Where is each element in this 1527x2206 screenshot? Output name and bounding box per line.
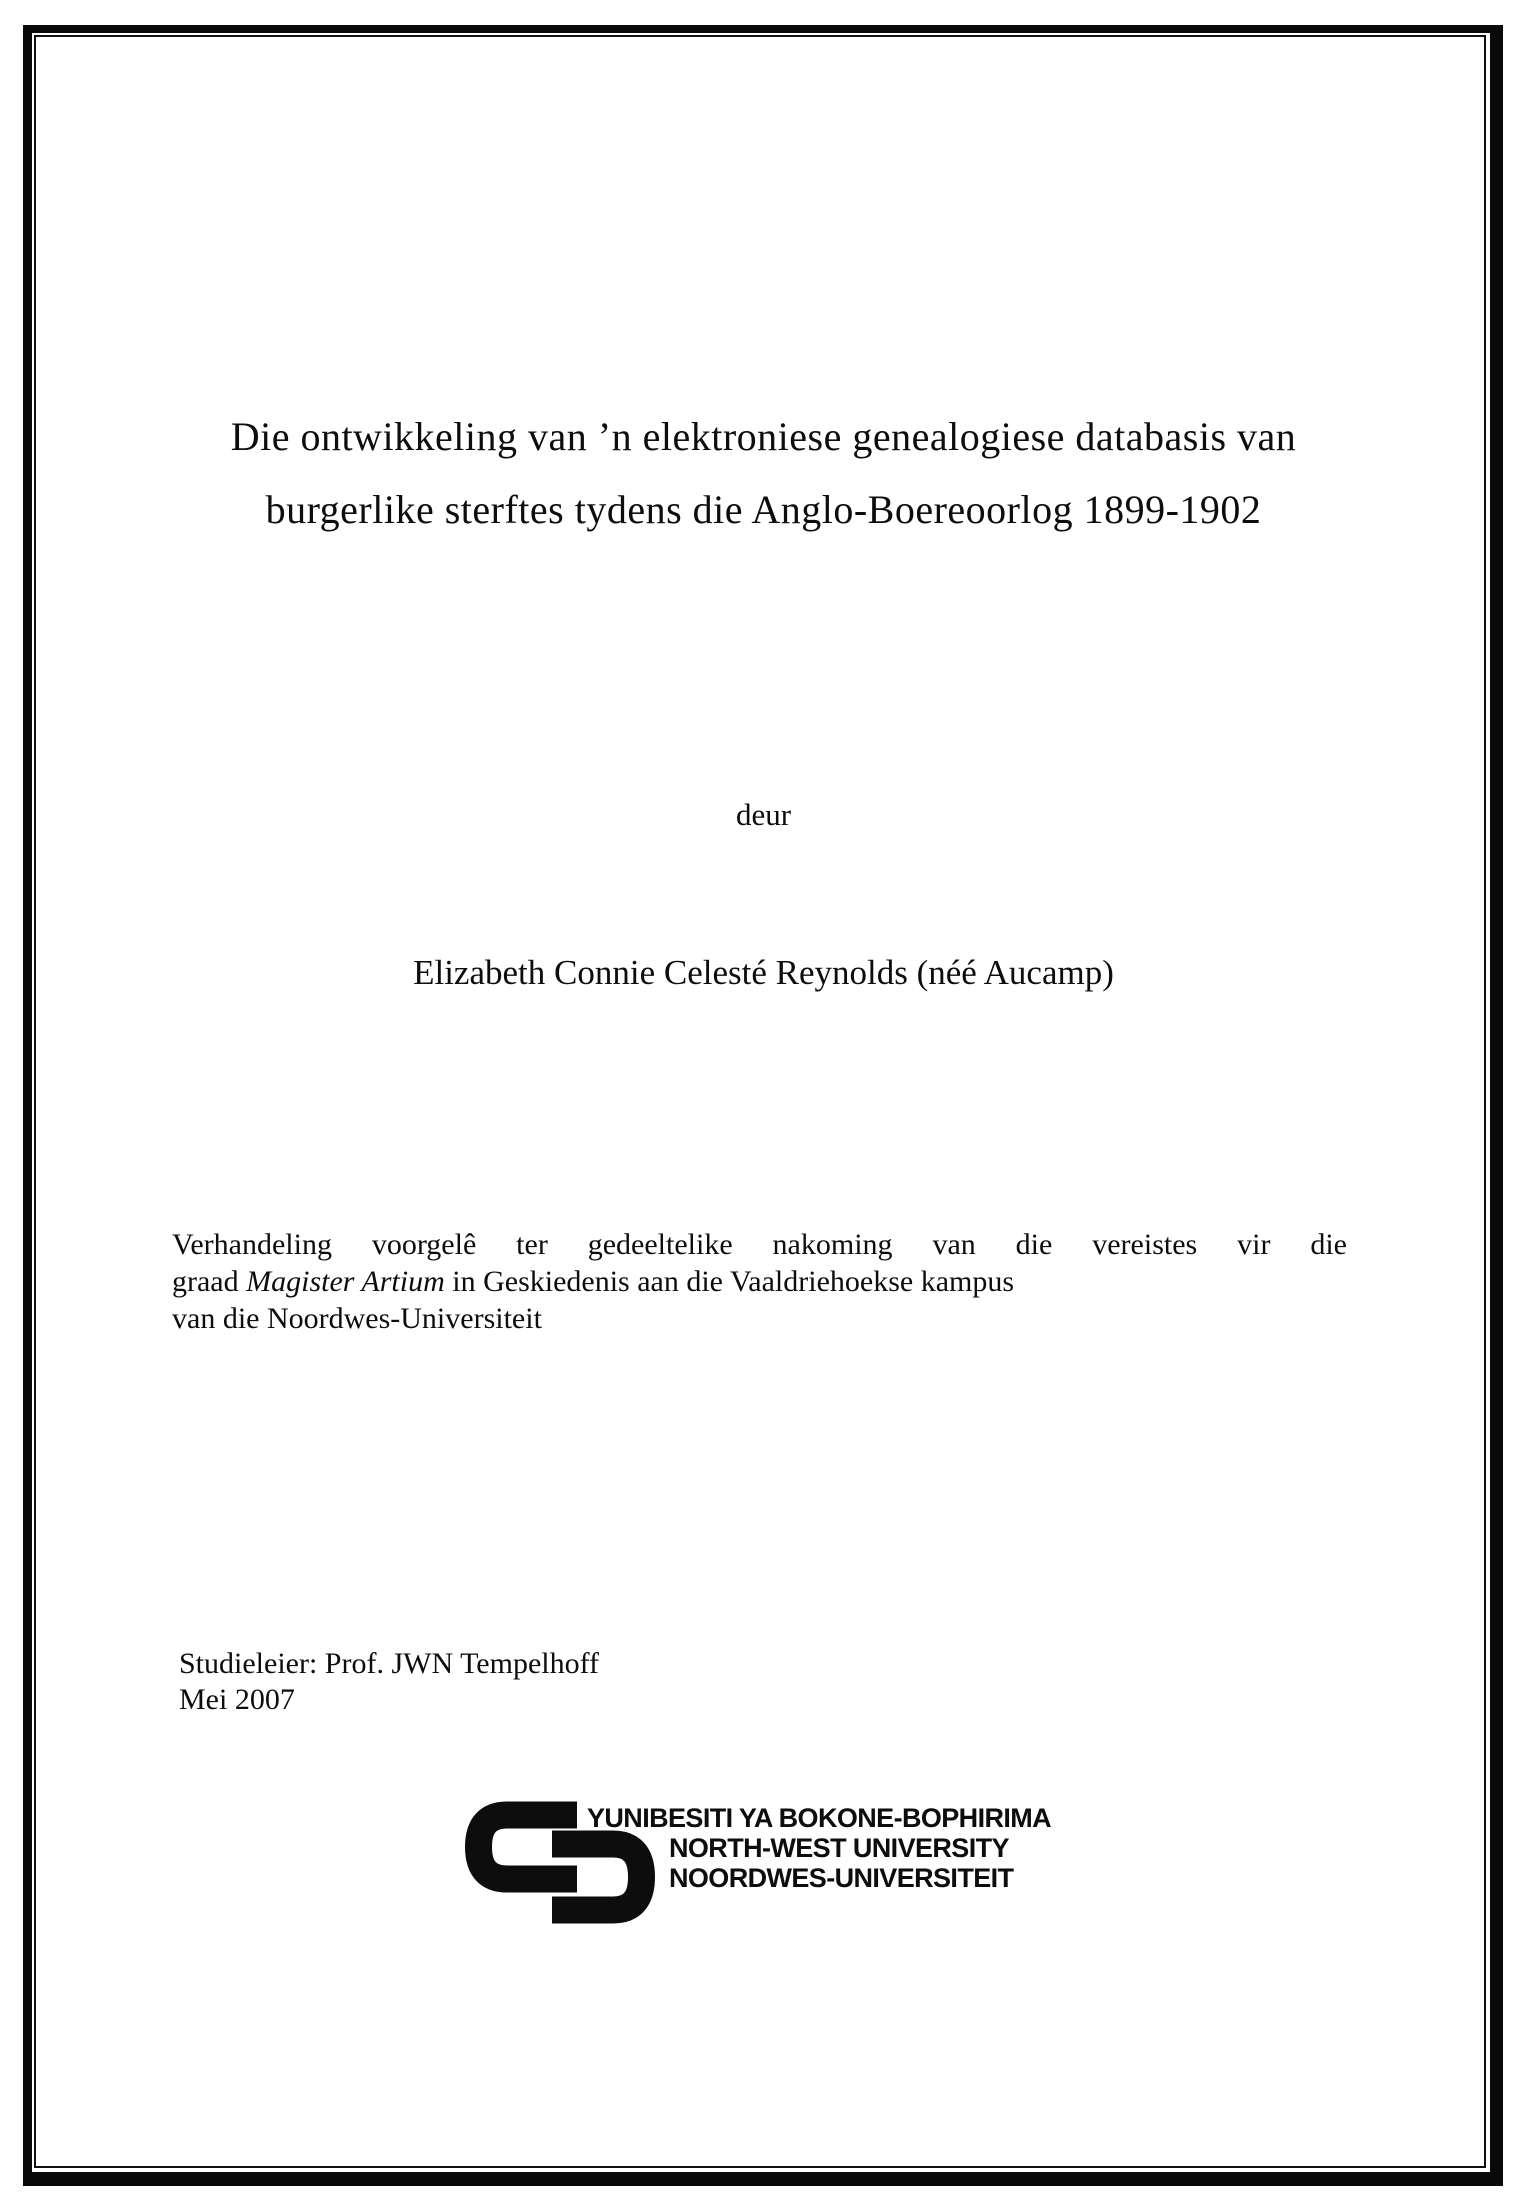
nwu-logo-line1: YUNIBESITI YA BOKONE-BOPHIRIMA: [587, 1803, 1052, 1833]
colophon: [179, 1646, 599, 1718]
nwu-logo: [465, 1799, 1105, 1949]
date-line: Mei 2007: [179, 1683, 295, 1716]
thesis-title: [0, 400, 1527, 546]
nwu-logo-text: [587, 1803, 1051, 1893]
supervisor-line: Studieleier: Prof. JWN Tempelhoff: [179, 1647, 600, 1680]
thesis-statement-line3: van die Noordwes-Universiteit: [172, 1302, 542, 1335]
nwu-logo-line3: NOORDWES-UNIVERSITEIT: [669, 1863, 1014, 1893]
thesis-statement: [172, 1226, 1347, 1337]
nwu-logo-line2: NORTH-WEST UNIVERSITY: [669, 1833, 1009, 1863]
thesis-statement-line2: [172, 1263, 1347, 1300]
thesis-title-line1: Die ontwikkeling van ’n elektroniese genealogiese databasis van: [230, 414, 1297, 459]
thesis-statement-line2-post: in Geskiedenis aan die Vaaldriehoekse kampus: [444, 1265, 1015, 1298]
thesis-statement-line1: Verhandeling voorgelê ter gedeeltelike nakoming van die vereistes vir die: [172, 1228, 1347, 1261]
author-name: Elizabeth Connie Celesté Reynolds (néé Aucamp): [413, 953, 1114, 992]
thesis-statement-line2-pre: graad: [172, 1265, 247, 1298]
degree-name: Magister Artium: [246, 1265, 445, 1298]
byline-label: deur: [735, 797, 792, 832]
thesis-title-line2: burgerlike sterftes tydens die Anglo-Boereoorlog 1899-1902: [265, 487, 1262, 532]
